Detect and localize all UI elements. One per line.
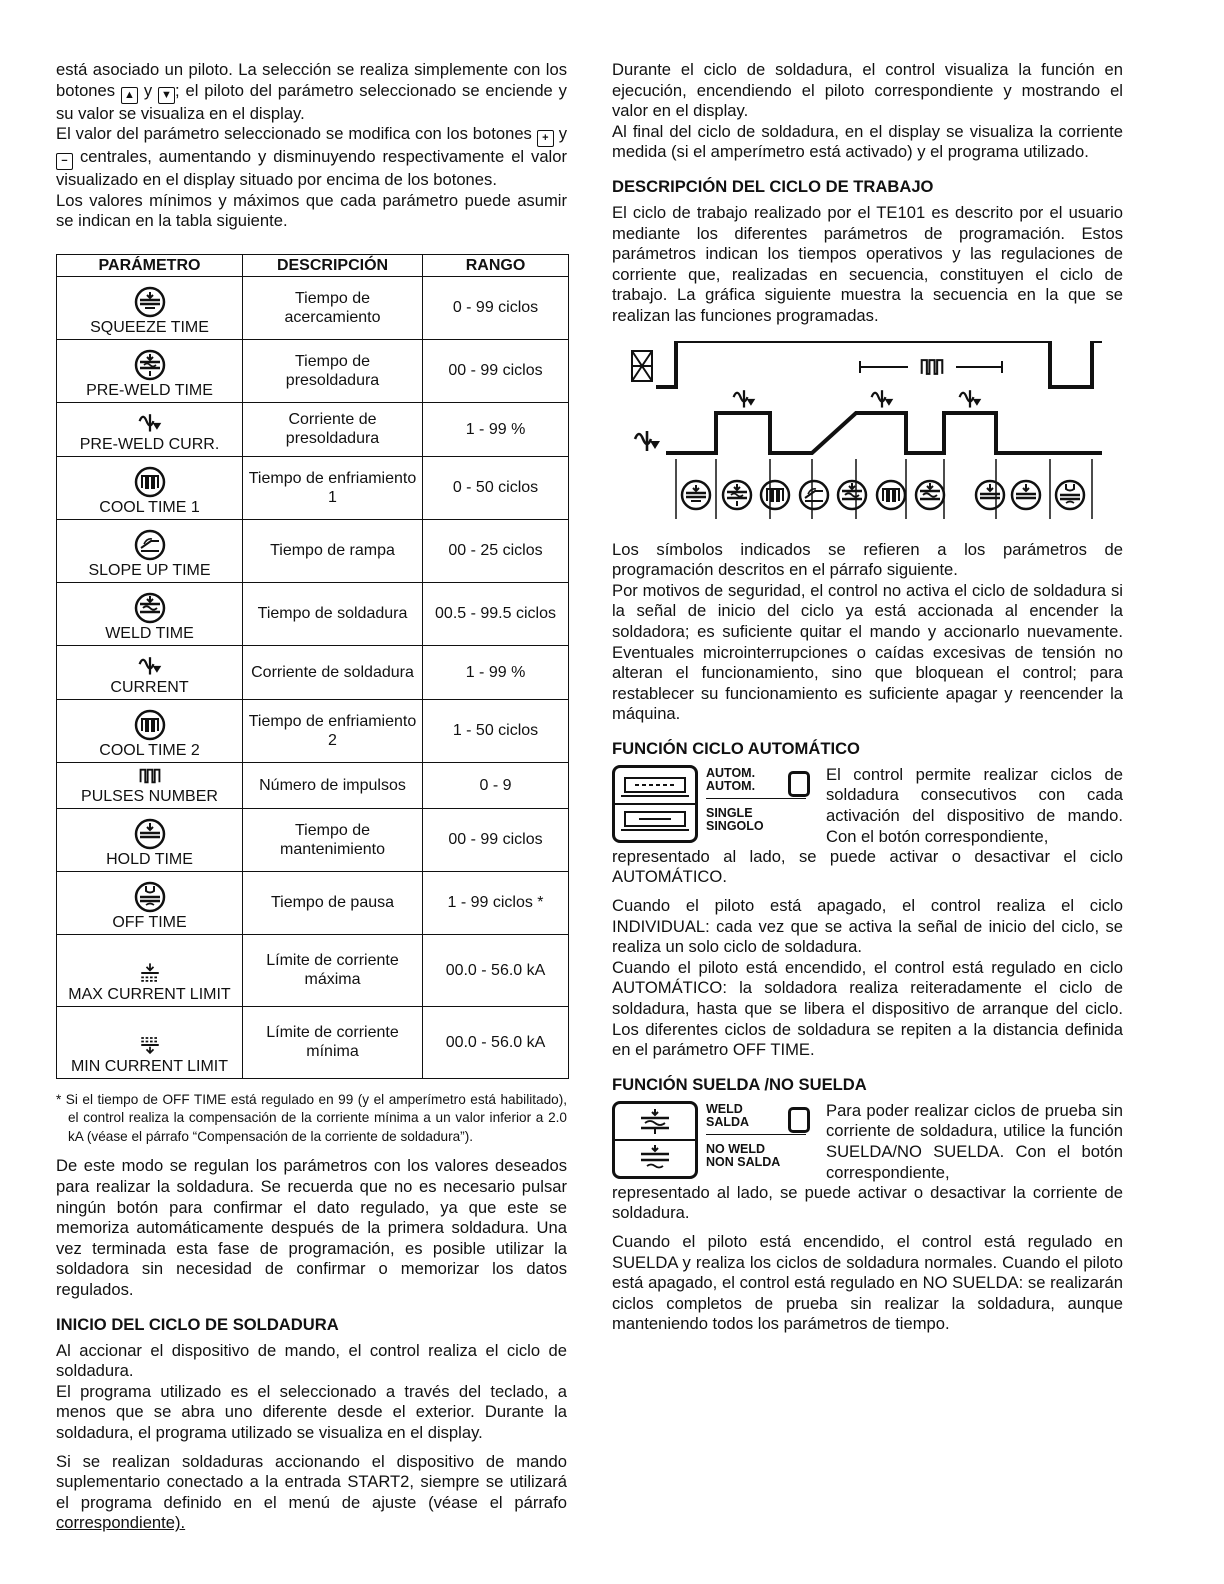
off-time-icon bbox=[1056, 481, 1084, 509]
weld-button[interactable] bbox=[612, 1101, 698, 1179]
auto-mode-icon bbox=[621, 772, 689, 800]
table-footnote: * Si el tiempo de OFF TIME está regulado en 99 (y el amperímetro está habilitado), el control realiza la compensación de la corriente mínima a un valor inferior a 2.0 kA (véase el párrafo “Compensación de la corriente de soldadura”). bbox=[56, 1091, 567, 1144]
pre-weld-time-icon bbox=[723, 481, 751, 509]
intro-paragraph-3: Los valores mínimos y máximos que cada parámetro puede asumir se indican en la tabla siguiente. bbox=[56, 190, 567, 231]
current-icon bbox=[872, 390, 894, 407]
weld-time-icon bbox=[838, 481, 866, 509]
squeeze-icon bbox=[134, 286, 166, 318]
pre-weld-time-icon bbox=[134, 349, 166, 381]
table-header-row bbox=[57, 254, 569, 276]
table-row: SLOPE UP TIME Tiempo de rampa 00 - 25 ciclos bbox=[57, 519, 569, 582]
paragraph-individual: Cuando el piloto está apagado, el control realiza el ciclo INDIVIDUAL: cada vez que se activa la señal de inicio del ciclo, se realiza un solo ciclo de soldadura. bbox=[612, 896, 1123, 957]
pulse-range-marker bbox=[860, 360, 1002, 374]
weld-led-indicator bbox=[788, 1107, 810, 1133]
auto-button[interactable] bbox=[612, 765, 698, 843]
table-row: COOL TIME 2 Tiempo de enfriamiento 2 1 - 50 ciclos bbox=[57, 699, 569, 762]
slope-icon bbox=[800, 481, 828, 509]
paragraph-ciclo-trabajo: El ciclo de trabajo realizado por el TE101 es descrito por el usuario mediante los diferentes parámetros de programación. Estos parámetros indican los tiempos operativos y las regulaciones de corriente que, realizadas en secuencia, constituyen el ciclo de trabajo. La gráfica siguiente muestra la secuencia en la que se realizan las funciones programadas. bbox=[612, 202, 1123, 325]
header-descripcion: DESCRIPCIÓN bbox=[243, 254, 423, 276]
hold-icon bbox=[1012, 481, 1040, 509]
paragraph-inicio-1: Al accionar el dispositivo de mando, el control realiza el ciclo de soldadura. bbox=[56, 1340, 567, 1381]
paragraph-automatico: Cuando el piloto está encendido, el control está regulado en ciclo AUTOMÁTICO: la soldadora realiza reiteradamente el ciclo de soldadura, hasta que se libera el dispositivo de arranque del ciclo. Los diferentes ciclos de soldadura se repiten a la distancia definida en el parámetro OFF TIME. bbox=[612, 957, 1123, 1060]
cool-icon bbox=[877, 481, 905, 509]
auto-labels: AUTOM. AUTOM. SINGLE SINGOLO bbox=[706, 767, 806, 834]
slope-icon bbox=[134, 529, 166, 561]
table-row: MAX CURRENT LIMIT Límite de corriente máxima 00.0 - 56.0 kA bbox=[57, 934, 569, 1006]
paragraph-inicio-2: El programa utilizado es el seleccionado a través del teclado, a menos que se abra uno diferente desde el exterior. Durante la soldadura, el programa utilizado se visualiza en el display. bbox=[56, 1381, 567, 1442]
squeeze-icon bbox=[682, 481, 710, 509]
current-icon bbox=[135, 652, 165, 678]
paragraph-auto-2: representado al lado, se puede activar o desactivar el ciclo AUTOMÁTICO. bbox=[612, 846, 1123, 887]
right-column bbox=[612, 60, 1123, 1335]
weld-labels: WELD SALDA NO WELD NON SALDA bbox=[706, 1103, 806, 1170]
paragraph-simbolos: Los símbolos indicados se refieren a los parámetros de programación descritos en el párrafo siguiente. bbox=[612, 539, 1123, 580]
current-icon bbox=[734, 390, 756, 407]
heading-ciclo-trabajo: DESCRIPCIÓN DEL CICLO DE TRABAJO bbox=[612, 176, 934, 196]
start-signal-icon bbox=[632, 351, 652, 381]
hold-icon bbox=[976, 481, 1004, 509]
table-row: CURRENT Corriente de soldadura 1 - 99 % bbox=[57, 645, 569, 699]
table-row: WELD TIME Tiempo de soldadura 00.5 - 99.5 ciclos bbox=[57, 582, 569, 645]
auto-description: El control permite realizar ciclos de soldadura consecutivos con cada activación del dispositivo de mando. Con el botón correspondiente, bbox=[826, 764, 1123, 846]
intro-paragraph-1: está asociado un piloto. La selección se realiza simplemente con los botones ▲ y ▼ ; el piloto del parámetro seleccionado se enciende y su valor se visualiza en el display. bbox=[56, 60, 567, 123]
table-row: PRE-WELD CURR. Corriente de presoldadura 1 - 99 % bbox=[57, 402, 569, 456]
paragraph-suelda-2: representado al lado, se puede activar o desactivar la corriente de soldadura. bbox=[612, 1182, 1123, 1223]
table-row: COOL TIME 1 Tiempo de enfriamiento 1 0 - 50 ciclos bbox=[57, 456, 569, 519]
current-signal-icon bbox=[635, 431, 660, 451]
minus-key-icon: − bbox=[56, 153, 73, 170]
current-icon bbox=[960, 390, 982, 407]
paragraph-seguridad: Por motivos de seguridad, el control no activa el ciclo de soldadura si la señal de inicio del ciclo ya está accionada al encender la soldadora; es suficiente quitar el mando y accionarlo nuevamente. Eventuales microinterrupciones o caídas excesivas de tensión no alteran el funcionamiento, sino que bloquean el control; para restablecer su funcionamiento es suficiente apagar y reencender la máquina. bbox=[612, 580, 1123, 724]
paragraph-ejecucion: Durante el ciclo de soldadura, el control visualiza la función en ejecución, encendiendo el piloto correspondiente y mostrando el valor en el display. bbox=[612, 60, 1123, 121]
weld-description: Para poder realizar ciclos de prueba sin corriente de soldadura, utilice la función SUELDA/NO SUELDA. Con el botón correspondiente, bbox=[826, 1100, 1123, 1182]
no-weld-mode-icon bbox=[621, 1144, 689, 1172]
paragraph-suelda-3: Cuando el piloto está encendido, el control está regulado en SUELDA y realiza los ciclos de soldadura normales. Cuando el piloto está apagado, el control está regulado en NO SUELDA: se realizarán ciclos completos de prueba sin realizar la soldadura, aunque manteniendo todos los parámetros de tiempo. bbox=[612, 1232, 1123, 1334]
cycle-diagram bbox=[626, 341, 1102, 521]
table-row: HOLD TIME Tiempo de mantenimiento 00 - 99 ciclos bbox=[57, 808, 569, 871]
heading-suelda: FUNCIÓN SUELDA /NO SUELDA bbox=[612, 1074, 867, 1094]
header-parametro: PARÁMETRO bbox=[57, 254, 243, 276]
auto-led-indicator bbox=[788, 771, 810, 797]
paragraph-inicio-3: Si se realizan soldaduras accionando el dispositivo de mando suplementario conectado a la entrada START2, siempre se utilizará el programa definido en el menú de ajuste (véase el párrafo correspondiente). bbox=[56, 1451, 567, 1533]
paragraph-settings-saved: De este modo se regulan los parámetros con los valores deseados para realizar la soldadura. Se recuerda que no es necesario pulsar ningún botón para confirmar el dato regulado, ya que este se memoriza automáticamente después de la primera soldadura. Una vez terminada esta fase de programación, es posible utilizar la soldadora sin necesidad de confirmar o memorizar los datos regulados. bbox=[56, 1156, 567, 1300]
table-row: PULSES NUMBER Número de impulsos 0 - 9 bbox=[57, 762, 569, 808]
heading-ciclo-automatico: FUNCIÓN CICLO AUTOMÁTICO bbox=[612, 738, 860, 758]
table-row: SQUEEZE TIME Tiempo de acercamiento 0 - 99 ciclos bbox=[57, 276, 569, 339]
weld-mode-icon bbox=[621, 1108, 689, 1136]
min-limit-icon bbox=[136, 1033, 164, 1057]
reference-link[interactable]: correspondiente). bbox=[56, 1513, 186, 1533]
cool-icon bbox=[134, 466, 166, 498]
cool-icon bbox=[134, 709, 166, 741]
cool-icon bbox=[761, 481, 789, 509]
left-column bbox=[56, 60, 567, 1534]
intro-paragraph-2: El valor del parámetro seleccionado se modifica con los botones + y − centrales, aumentando y disminuyendo respectivamente el valor visualizado en el display situado por encima de los botones. bbox=[56, 124, 567, 190]
plus-key-icon: + bbox=[537, 130, 554, 147]
table-row: PRE-WELD TIME Tiempo de presoldadura 00 - 99 ciclos bbox=[57, 339, 569, 402]
auto-cycle-panel bbox=[612, 765, 1123, 851]
table-row: MIN CURRENT LIMIT Límite de corriente mínima 00.0 - 56.0 kA bbox=[57, 1006, 569, 1078]
max-limit-icon bbox=[136, 961, 164, 985]
off-time-icon bbox=[134, 881, 166, 913]
weld-panel bbox=[612, 1101, 1123, 1187]
single-mode-icon bbox=[621, 808, 689, 836]
paragraph-final-ciclo: Al final del ciclo de soldadura, en el display se visualiza la corriente medida (si el amperímetro está activado) y el programa utilizado. bbox=[612, 121, 1123, 162]
hold-icon bbox=[134, 818, 166, 850]
weld-time-icon bbox=[916, 481, 944, 509]
weld-time-icon bbox=[134, 592, 166, 624]
down-key-icon: ▼ bbox=[158, 87, 175, 104]
header-rango: RANGO bbox=[423, 254, 569, 276]
parameter-table bbox=[56, 254, 569, 1079]
pulses-icon bbox=[136, 765, 164, 787]
current-icon bbox=[135, 409, 165, 435]
heading-inicio-ciclo: INICIO DEL CICLO DE SOLDADURA bbox=[56, 1314, 339, 1334]
table-row: OFF TIME Tiempo de pausa 1 - 99 ciclos * bbox=[57, 871, 569, 934]
up-key-icon: ▲ bbox=[121, 87, 138, 104]
